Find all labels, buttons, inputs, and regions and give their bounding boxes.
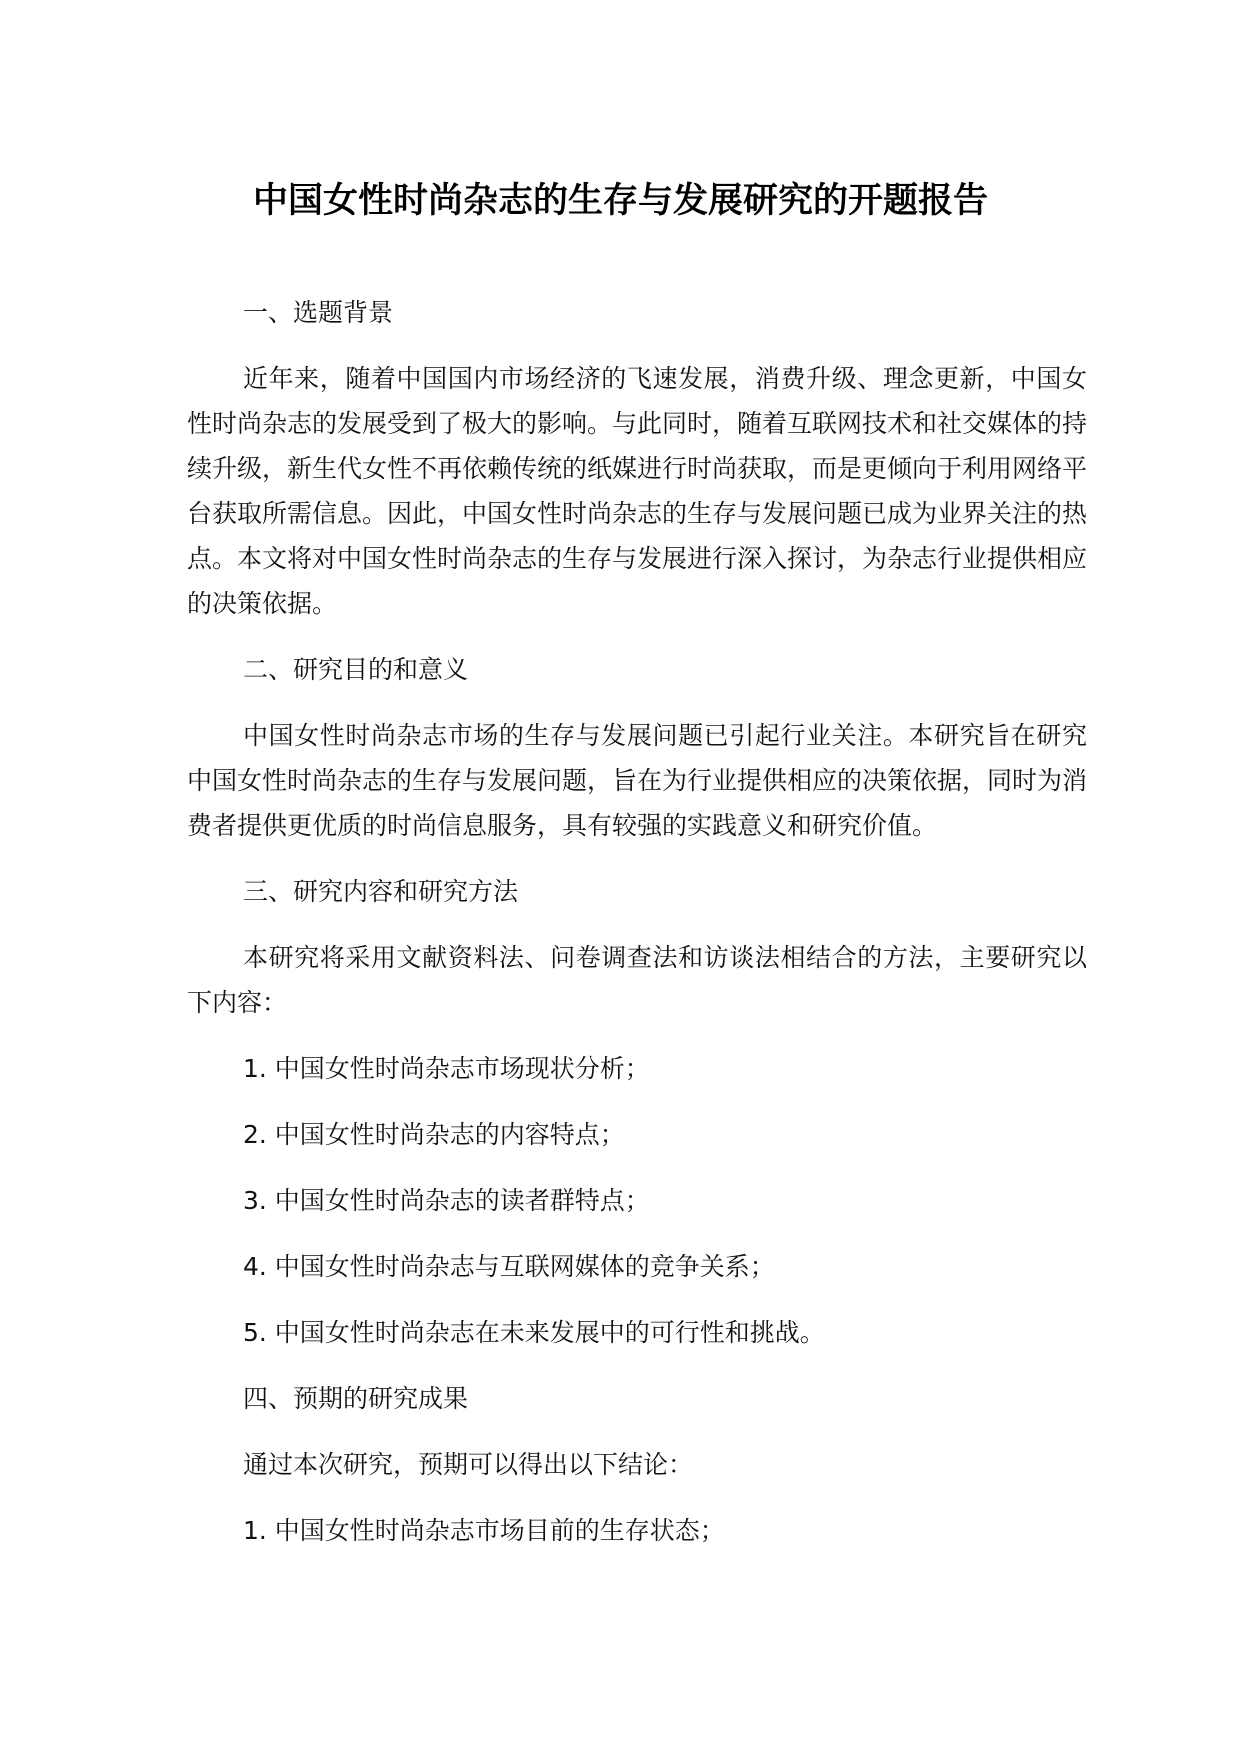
- list-item: 1. 中国女性时尚杂志市场目前的生存状态；: [243, 1516, 725, 1545]
- document-title: 中国女性时尚杂志的生存与发展研究的开题报告: [252, 181, 988, 221]
- section-heading-background: 一、选题背景: [243, 298, 394, 327]
- purpose-paragraph: 中国女性时尚杂志市场的生存与发展问题已引起行业关注。本研究旨在研究中国女性时尚杂志的生存与发展问题，旨在为行业提供相应的决策依据，同时为消费者提供更优质的时尚信息服务，具有较强的实践意义和研究价值。: [187, 721, 1088, 840]
- list-item: 4. 中国女性时尚杂志与互联网媒体的竞争关系；: [243, 1252, 775, 1281]
- list-item: 3. 中国女性时尚杂志的读者群特点；: [243, 1186, 650, 1215]
- methods-paragraph: 本研究将采用文献资料法、问卷调查法和访谈法相结合的方法，主要研究以下内容：: [187, 943, 1087, 1017]
- list-item: 5. 中国女性时尚杂志在未来发展中的可行性和挑战。: [243, 1318, 825, 1347]
- list-item: 2. 中国女性时尚杂志的内容特点；: [243, 1120, 625, 1149]
- section-heading-methods: 三、研究内容和研究方法: [243, 877, 519, 906]
- section-heading-purpose: 二、研究目的和意义: [243, 655, 469, 684]
- outcomes-intro: 通过本次研究，预期可以得出以下结论：: [243, 1450, 694, 1479]
- background-paragraph: 近年来，随着中国国内市场经济的飞速发展，消费升级、理念更新，中国女性时尚杂志的发展受到了极大的影响。与此同时，随着互联网技术和社交媒体的持续升级，新生代女性不再依赖传统的纸媒进行时尚获取，而是更倾向于利用网络平台获取所需信息。因此，中国女性时尚杂志的生存与发展问题已成为业界关注的热点。本文将对中国女性时尚杂志的生存与发展进行深入探讨，为杂志行业提供相应的决策依据。: [187, 364, 1088, 618]
- document-body: [187, 290, 1087, 1574]
- list-item: 1. 中国女性时尚杂志市场现状分析；: [243, 1054, 650, 1083]
- section-heading-outcomes: 四、预期的研究成果: [243, 1384, 469, 1413]
